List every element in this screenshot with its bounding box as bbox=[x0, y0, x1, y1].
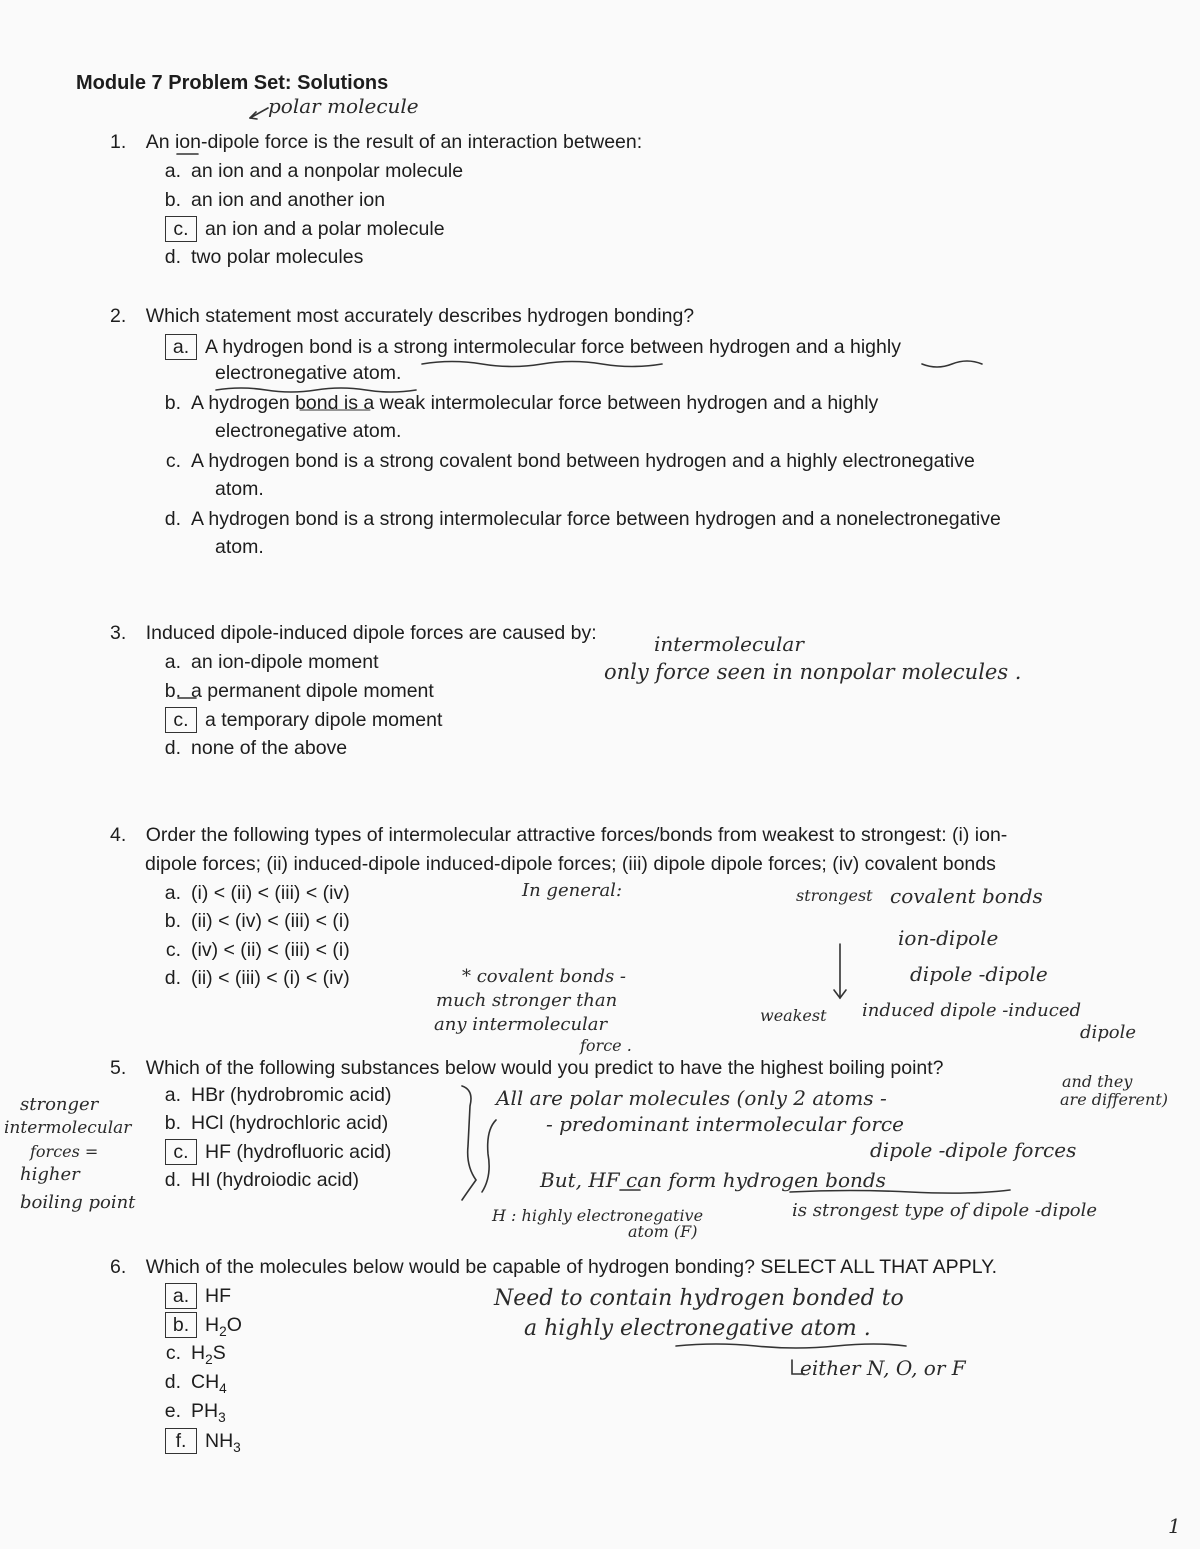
option-text: an ion and a nonpolar molecule bbox=[191, 160, 464, 182]
option-letter-boxed: a. bbox=[165, 334, 197, 360]
brace-mark bbox=[462, 1086, 476, 1200]
option-letter-boxed: c. bbox=[165, 707, 197, 733]
option-letter: e. bbox=[164, 1400, 181, 1422]
page-title: Module 7 Problem Set: Solutions bbox=[76, 72, 389, 94]
question-number: 3. bbox=[110, 622, 127, 644]
handwritten-note: covalent bonds bbox=[890, 884, 1043, 908]
option-formula-tail: S bbox=[212, 1342, 226, 1364]
handwritten-note: strongest bbox=[796, 886, 873, 905]
handwritten-note: are different) bbox=[1060, 1090, 1168, 1109]
handwritten-note: ion-dipole bbox=[898, 926, 999, 950]
handwritten-note: Need to contain hydrogen bonded to bbox=[494, 1286, 904, 1311]
option-letter: b. bbox=[164, 1112, 181, 1134]
handwritten-note: either N, O, or F bbox=[800, 1356, 966, 1380]
handwritten-note: atom (F) bbox=[628, 1222, 698, 1241]
option-letter: a. bbox=[164, 160, 181, 182]
option-subscript: 2 bbox=[219, 1323, 227, 1339]
handwritten-note: * covalent bonds - bbox=[462, 966, 627, 987]
handwritten-note: intermolecular bbox=[654, 632, 804, 656]
handwritten-note: force . bbox=[580, 1036, 632, 1055]
option-text: a permanent dipole moment bbox=[191, 680, 434, 702]
handwritten-note: weakest bbox=[760, 1006, 827, 1025]
handwritten-note: only force seen in nonpolar molecules . bbox=[604, 660, 1022, 684]
option-letter: d. bbox=[164, 967, 181, 989]
handwritten-note: dipole -dipole bbox=[910, 962, 1048, 986]
option-text: (iv) < (ii) < (iii) < (i) bbox=[191, 939, 350, 961]
option-letter: c. bbox=[165, 450, 181, 472]
handwritten-note: - predominant intermolecular force bbox=[546, 1112, 904, 1136]
handwritten-note: forces = bbox=[30, 1142, 99, 1161]
option-text-continued: electronegative atom. bbox=[215, 420, 402, 442]
question-number: 5. bbox=[110, 1057, 127, 1079]
option-text-continued: atom. bbox=[215, 478, 264, 500]
option-letter: d. bbox=[164, 246, 181, 268]
option-text: HF (hydrofluoric acid) bbox=[205, 1141, 392, 1163]
option-text: an ion and a polar molecule bbox=[205, 218, 445, 240]
option-formula: NH bbox=[205, 1430, 234, 1452]
underline-mark bbox=[422, 362, 662, 367]
option-letter: b. bbox=[164, 910, 181, 932]
option-formula: H bbox=[205, 1314, 220, 1336]
option-letter: a. bbox=[164, 1084, 181, 1106]
option-letter-boxed: b. bbox=[165, 1312, 197, 1338]
question-text: Which statement most accurately describes hydrogen bonding? bbox=[145, 305, 695, 327]
option-text: a temporary dipole moment bbox=[205, 709, 443, 731]
option-formula-tail: O bbox=[226, 1314, 242, 1336]
handwritten-note: and they bbox=[1062, 1072, 1133, 1091]
option-text: two polar molecules bbox=[191, 246, 364, 268]
question-number: 4. bbox=[110, 824, 127, 846]
handwritten-note: dipole -dipole forces bbox=[870, 1138, 1077, 1162]
option-text: (ii) < (iv) < (iii) < (i) bbox=[191, 910, 350, 932]
option-text: (ii) < (iii) < (i) < (iv) bbox=[191, 967, 350, 989]
option-subscript: 2 bbox=[205, 1351, 213, 1367]
option-letter: b. bbox=[164, 680, 181, 702]
option-subscript: 4 bbox=[219, 1380, 227, 1396]
question-text: An ion-dipole force is the result of an interaction between: bbox=[145, 131, 643, 153]
handwritten-note: H : highly electronegative bbox=[492, 1206, 704, 1225]
option-text-continued: electronegative atom. bbox=[215, 362, 402, 384]
option-letter-boxed: c. bbox=[165, 216, 197, 242]
option-text: A hydrogen bond is a strong covalent bond between hydrogen and a highly electronegative bbox=[191, 450, 975, 472]
option-formula: HF bbox=[205, 1285, 231, 1307]
option-text-continued: atom. bbox=[215, 536, 264, 558]
handwritten-note: polar molecule bbox=[268, 94, 419, 118]
option-text: (i) < (ii) < (iii) < (iv) bbox=[191, 882, 350, 904]
handwritten-note: In general: bbox=[522, 880, 623, 901]
option-letter: a. bbox=[164, 651, 181, 673]
option-text: none of the above bbox=[191, 737, 348, 759]
option-text: A hydrogen bond is a weak intermolecular force between hydrogen and a highly bbox=[191, 392, 879, 414]
handwritten-note: a highly electronegative atom . bbox=[524, 1316, 871, 1341]
option-formula: PH bbox=[191, 1400, 219, 1422]
option-letter: d. bbox=[164, 1371, 181, 1393]
option-formula: CH bbox=[191, 1371, 220, 1393]
question-text: Which of the molecules below would be capable of hydrogen bonding? SELECT ALL THAT APPLY. bbox=[145, 1256, 998, 1278]
option-letter-boxed: f. bbox=[165, 1428, 197, 1454]
question-text: Induced dipole-induced dipole forces are caused by: bbox=[145, 622, 597, 644]
arrow-mark bbox=[792, 1360, 804, 1374]
option-subscript: 3 bbox=[218, 1409, 226, 1425]
question-number: 6. bbox=[110, 1256, 127, 1278]
option-text: A hydrogen bond is a strong intermolecular force between hydrogen and a nonelectronegative bbox=[191, 508, 1001, 530]
option-letter-boxed: c. bbox=[165, 1139, 197, 1165]
handwritten-note: is strongest type of dipole -dipole bbox=[792, 1200, 1098, 1221]
option-text: an ion-dipole moment bbox=[191, 651, 379, 673]
question-number: 1. bbox=[110, 131, 127, 153]
handwritten-note: But, HF can form hydrogen bonds bbox=[540, 1168, 886, 1192]
question-text: Which of the following substances below would you predict to have the highest boiling point? bbox=[145, 1057, 944, 1079]
question-text-continued: dipole forces; (ii) induced-dipole induced-dipole forces; (iii) dipole dipole forces; (iv) covalent bonds bbox=[145, 853, 996, 875]
option-letter: c. bbox=[165, 939, 181, 961]
option-letter-boxed: a. bbox=[165, 1283, 197, 1309]
handwritten-note: induced dipole -induced bbox=[862, 1000, 1082, 1021]
underline-mark bbox=[216, 388, 416, 392]
question-text: Order the following types of intermolecular attractive forces/bonds from weakest to strongest: (i) ion- bbox=[145, 824, 1008, 846]
option-letter: b. bbox=[164, 189, 181, 211]
handwritten-note: intermolecular bbox=[4, 1118, 132, 1138]
option-letter: b. bbox=[164, 392, 181, 414]
option-text: an ion and another ion bbox=[191, 189, 386, 211]
arrow-mark bbox=[250, 108, 268, 118]
handwritten-note: any intermolecular bbox=[434, 1014, 608, 1035]
handwritten-note: much stronger than bbox=[436, 990, 618, 1011]
handwritten-note: All are polar molecules (only 2 atoms - bbox=[496, 1086, 887, 1110]
option-letter: d. bbox=[164, 737, 181, 759]
underline-mark bbox=[922, 361, 982, 367]
brace-mark bbox=[482, 1120, 496, 1192]
handwritten-note: dipole bbox=[1080, 1022, 1137, 1043]
underline-mark bbox=[676, 1344, 906, 1348]
option-formula: H bbox=[191, 1342, 206, 1364]
option-letter: d. bbox=[164, 1169, 181, 1191]
handwritten-note: higher bbox=[20, 1164, 80, 1185]
option-text: HCl (hydrochloric acid) bbox=[191, 1112, 389, 1134]
underline-mark bbox=[790, 1190, 1010, 1193]
option-letter: a. bbox=[164, 882, 181, 904]
handwritten-note: boiling point bbox=[20, 1192, 136, 1213]
option-text: HBr (hydrobromic acid) bbox=[191, 1084, 392, 1106]
page-number: 1 bbox=[1168, 1514, 1181, 1538]
option-letter: c. bbox=[165, 1342, 181, 1364]
option-text: A hydrogen bond is a strong intermolecular force between hydrogen and a highly bbox=[205, 336, 901, 358]
option-subscript: 3 bbox=[233, 1439, 241, 1455]
question-number: 2. bbox=[110, 305, 127, 327]
option-text: HI (hydroiodic acid) bbox=[191, 1169, 359, 1191]
option-letter: d. bbox=[164, 508, 181, 530]
handwritten-note: stronger bbox=[20, 1094, 99, 1115]
